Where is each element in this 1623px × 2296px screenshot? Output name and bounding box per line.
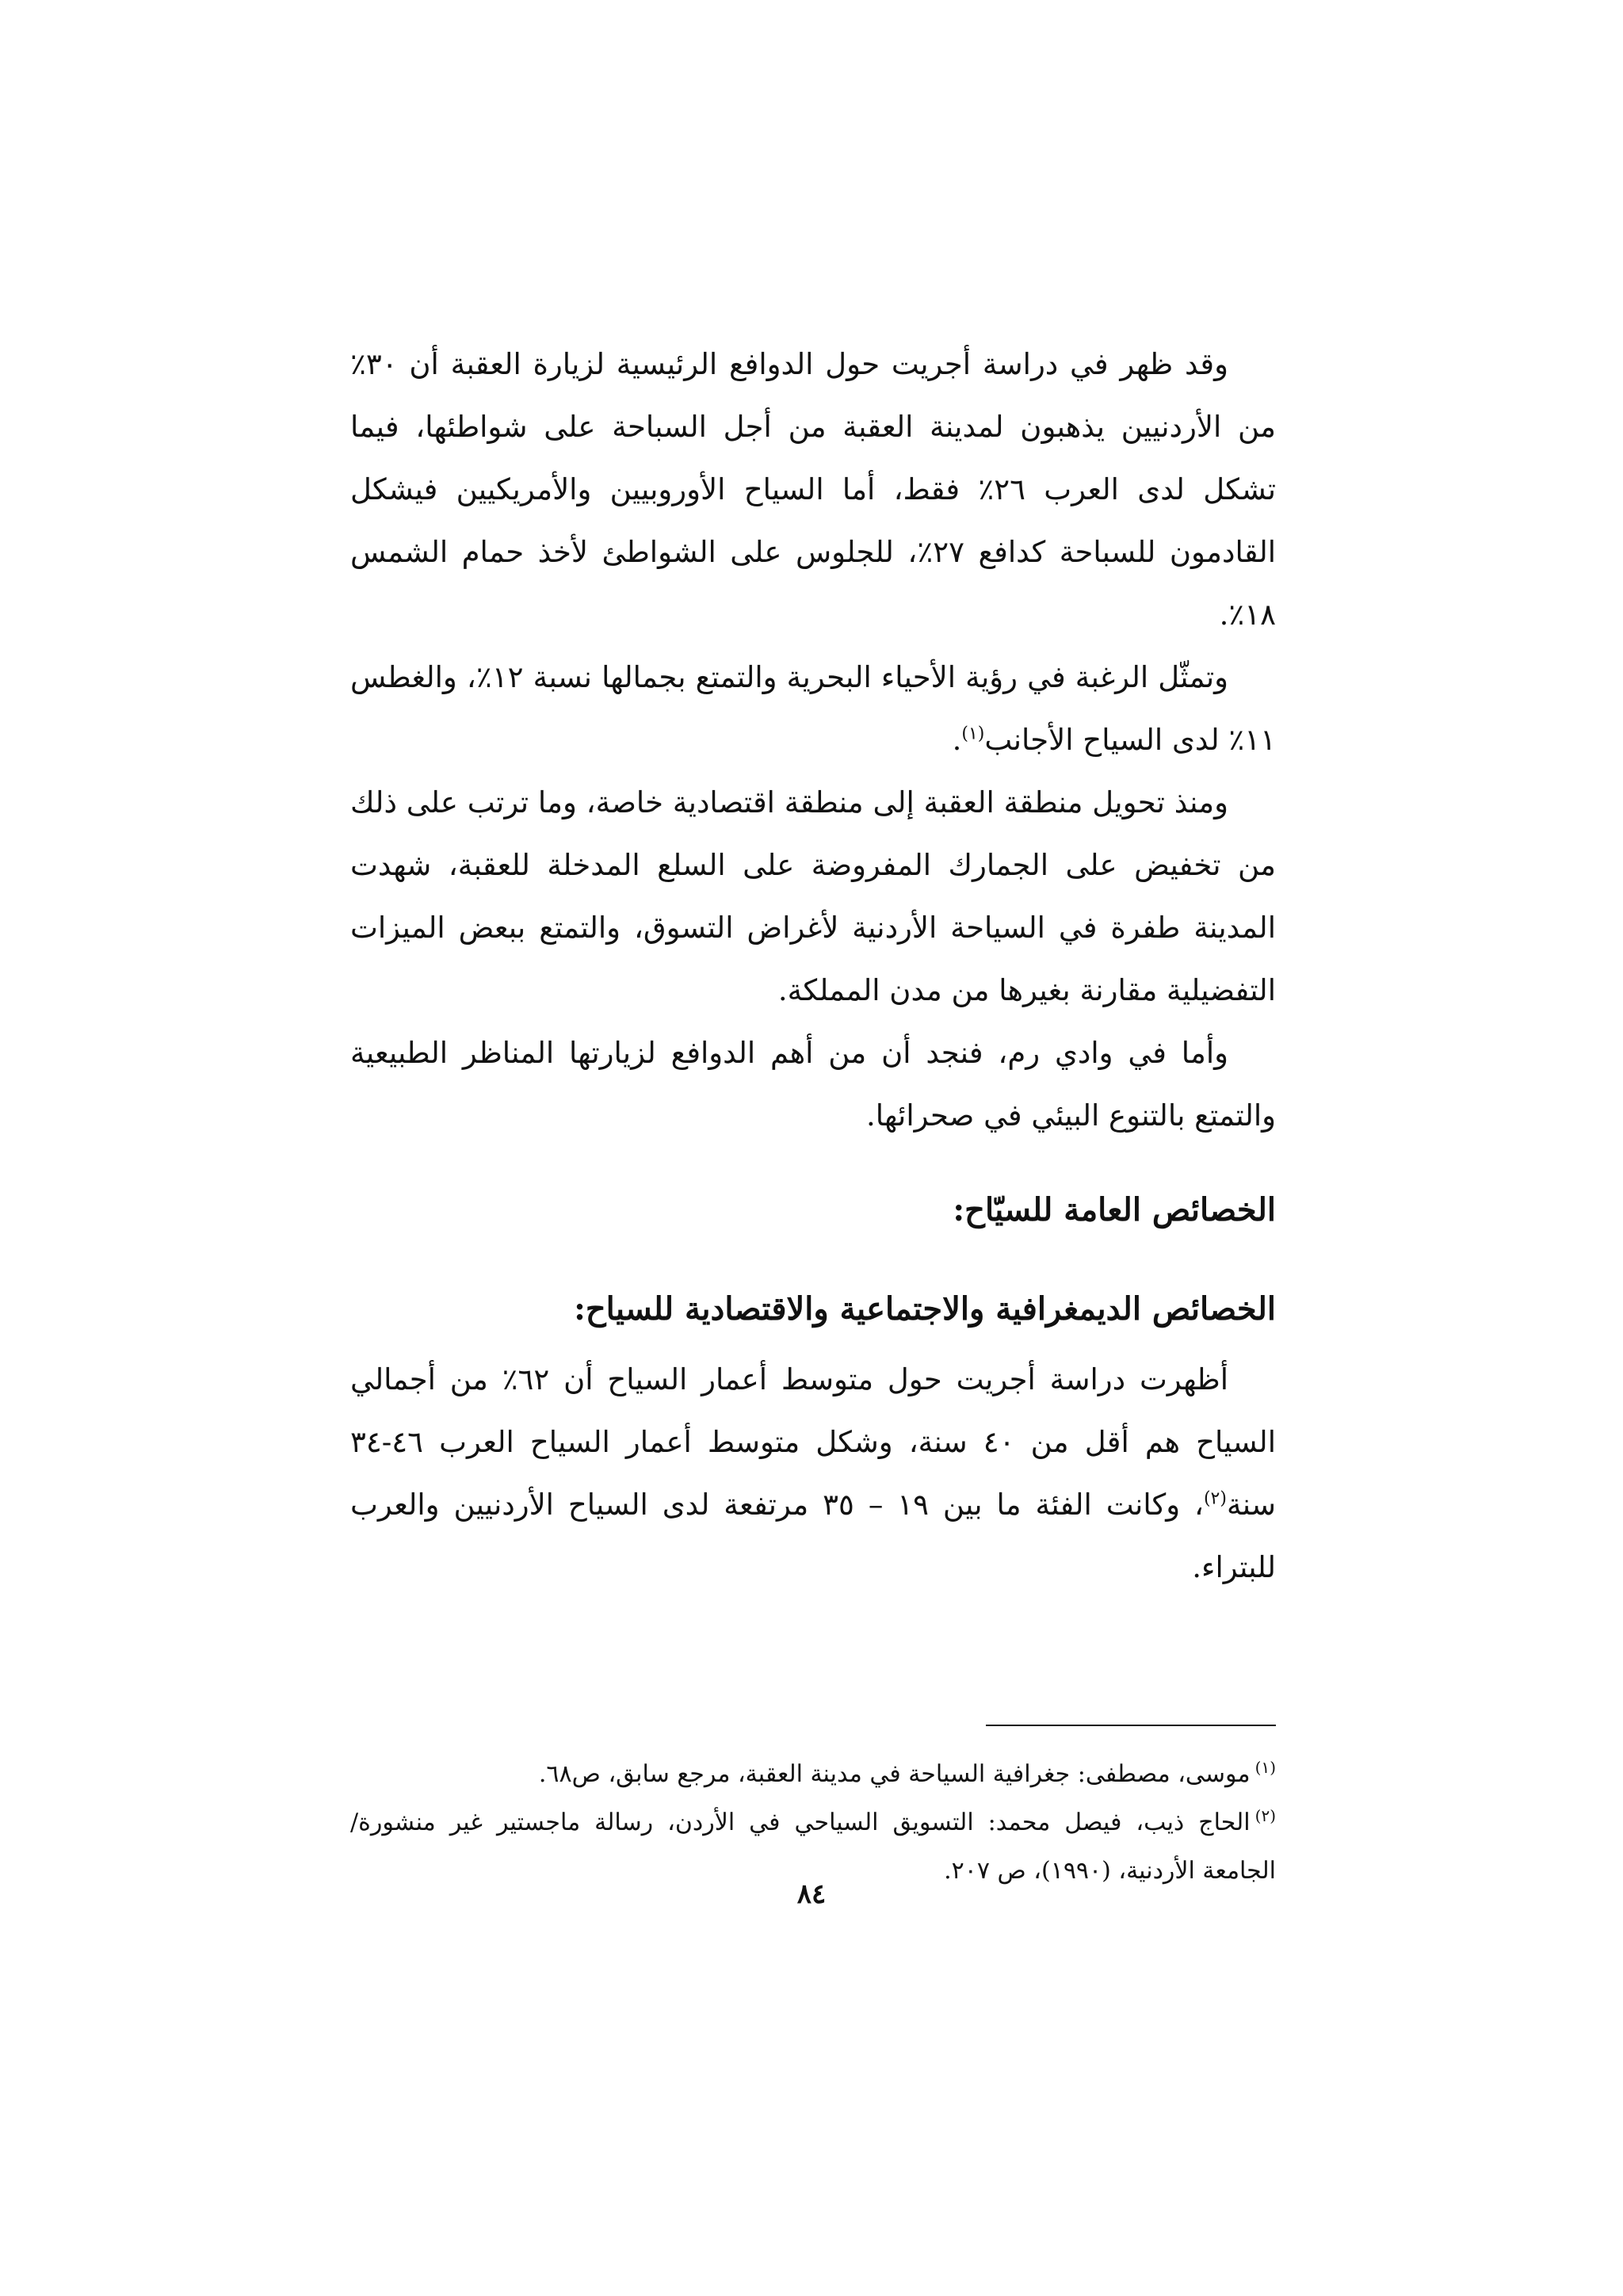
paragraph-1: وقد ظهر في دراسة أجريت حول الدوافع الرئيسية لزيارة العقبة أن ٣٠٪ من الأردنيين يذهبون لمدينة العقبة من أجل السباحة على شواطئها، فيما تشكل لدى العرب ٢٦٪ فقط، أما السياح الأوروبيين والأمريكيين فيشكل القادمون للسباحة كدافع ٢٧٪، للجلوس على الشواطئ لأخذ حمام الشمس ١٨٪.: [350, 347, 1277, 632]
footnote-ref-1[interactable]: (١): [961, 724, 985, 744]
footnote-ref-2[interactable]: (٢): [1203, 1488, 1227, 1509]
paragraph-2-end: .: [952, 723, 962, 757]
footnote-1: [350, 1750, 1276, 1798]
paragraph-5: [350, 1348, 1276, 1599]
paragraph-2: [350, 646, 1276, 771]
paragraph-5-after: ، وكانت الفئة ما بين ١٩ – ٣٥ مرتفعة لدى السياح الأردنيين والعرب للبتراء.: [350, 1488, 1276, 1584]
subsection-heading: الخصائص الديمغرافية والاجتماعية والاقتصادية للسياح:: [574, 1290, 1276, 1328]
footnote-2-text: الحاج ذيب، فيصل محمد: التسويق السياحي في الأردن، رسالة ماجستير غير منشورة/ الجامعة الأردنية، (١٩٩٠)، ص ٢٠٧.: [350, 1809, 1276, 1885]
footnote-1-text: موسى، مصطفى: جغرافية السياحة في مدينة العقبة، مرجع سابق، ص٦٨.: [538, 1760, 1251, 1788]
paragraph-5-before: أظهرت دراسة أجريت حول متوسط أعمار السياح أن ٦٢٪ من أجمالي السياح هم أقل من ٤٠ سنة، وشكل متوسط أعمار السياح العرب ٤٦-٣٤ سنة: [350, 1362, 1276, 1522]
footnote-separator: [986, 1725, 1276, 1726]
footnotes: [350, 1750, 1276, 1895]
footnote-2-number: (٢): [1254, 1806, 1276, 1825]
paragraph-4: وأما في وادي رم، فنجد أن من أهم الدوافع لزيارتها المناظر الطبيعية والتمتع بالتنوع البيئي في صحرائها.: [350, 1036, 1276, 1133]
page-body: [350, 333, 1276, 1599]
page-number: ٨٤: [796, 1878, 827, 1910]
footnote-1-number: (١): [1254, 1758, 1276, 1777]
paragraph-3: ومنذ تحويل منطقة العقبة إلى منطقة اقتصادية خاصة، وما ترتب على ذلك من تخفيض على الجمارك المفروضة على السلع المدخلة للعقبة، شهدت المدينة طفرة في السياحة الأردنية لأغراض التسوق، والتمتع ببعض الميزات التفضيلية مقارنة بغيرها من مدن المملكة.: [350, 785, 1276, 1007]
section-heading: الخصائص العامة للسيّاح:: [953, 1191, 1276, 1228]
paragraph-2-text: وتمثّل الرغبة في رؤية الأحياء البحرية والتمتع بجمالها نسبة ١٢٪، والغطس ١١٪ لدى السياح الأجانب: [350, 660, 1276, 757]
